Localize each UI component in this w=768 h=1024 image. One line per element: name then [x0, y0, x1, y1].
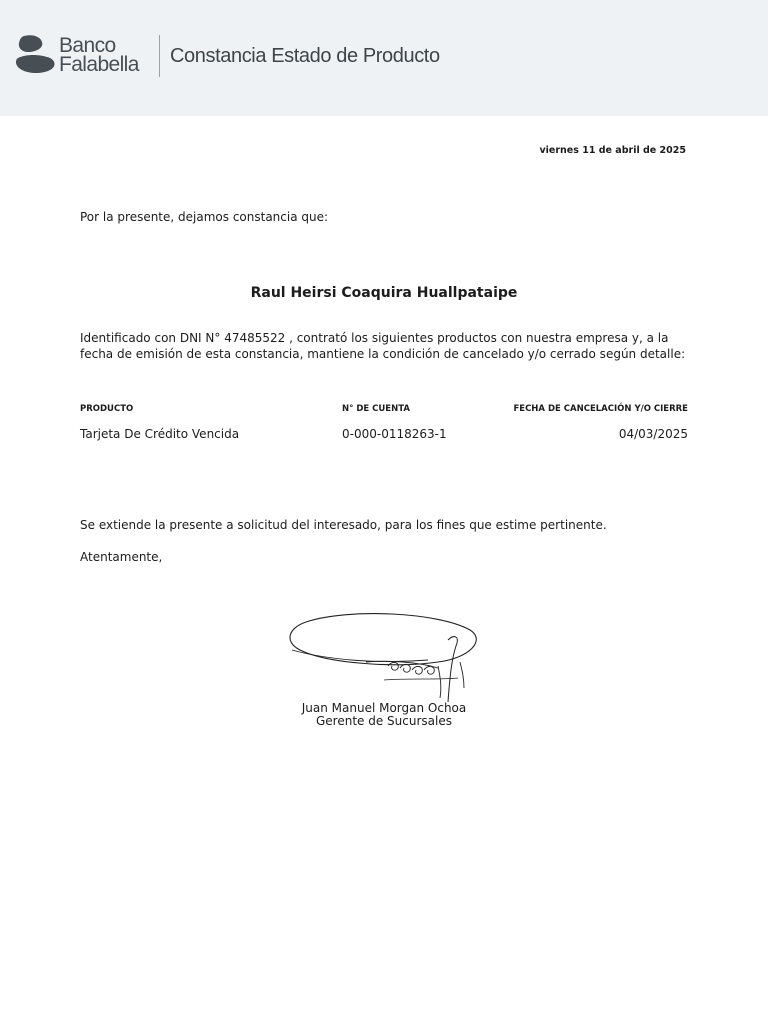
intro-text: Por la presente, dejamos constancia que: — [80, 210, 329, 224]
banco-falabella-logo-icon — [16, 34, 58, 78]
bank-logo — [16, 34, 146, 80]
signer-block — [0, 702, 768, 728]
header-divider — [159, 35, 160, 77]
logo-wordmark — [59, 36, 139, 74]
handwritten-signature — [288, 610, 480, 706]
signer-name: Juan Manuel Morgan Ochoa — [301, 701, 467, 715]
table-header-date: FECHA DE CANCELACIÓN Y/O CIERRE — [513, 404, 688, 414]
logo-line-1: Banco — [59, 34, 116, 57]
document-date: viernes 11 de abril de 2025 — [539, 145, 686, 156]
signer-role: Gerente de Sucursales — [316, 714, 452, 728]
identification-paragraph: Identificado con DNI N° 47485522 , contrató los siguientes productos con nuestra empresa y, a la fecha de emisión de esta constancia, mantiene la condición de cancelado y/o cerrado según detalle: — [80, 331, 686, 361]
client-name: Raul Heirsi Coaquira Huallpataipe — [250, 285, 518, 301]
closing-text: Se extiende la presente a solicitud del interesado, para los fines que estime pertinente. — [80, 518, 607, 532]
table-header-account: N° DE CUENTA — [342, 404, 410, 414]
table-cell-product: Tarjeta De Crédito Vencida — [80, 427, 240, 441]
table-cell-account: 0-000-0118263-1 — [342, 427, 447, 441]
regards-text: Atentamente, — [80, 550, 163, 564]
page-title: Constancia Estado de Producto — [170, 45, 440, 67]
table-header-product: PRODUCTO — [80, 404, 134, 414]
table-cell-date: 04/03/2025 — [618, 427, 688, 441]
document-header — [0, 0, 768, 116]
logo-line-2: Falabella — [59, 53, 139, 76]
